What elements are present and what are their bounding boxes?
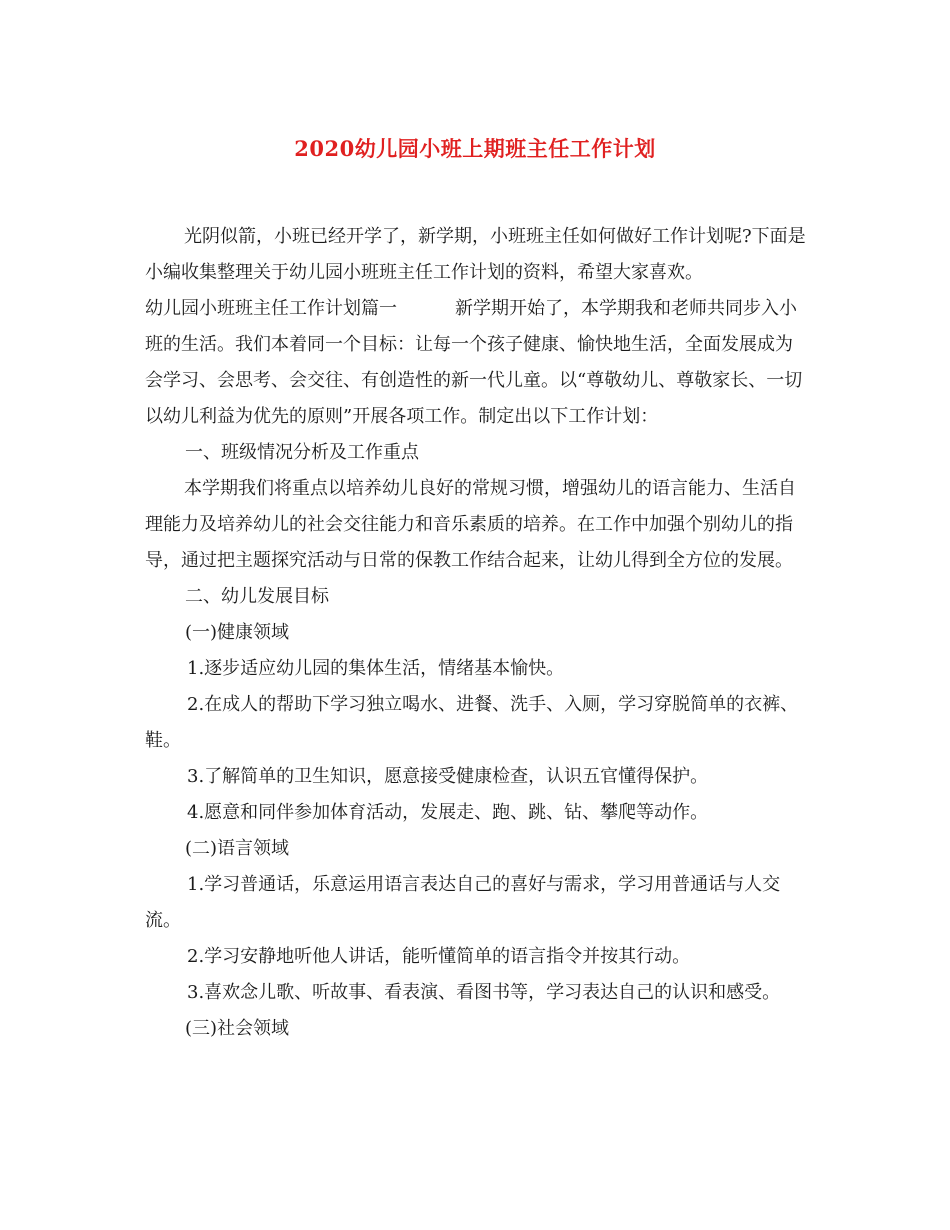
language-heading: (二)语言领域 <box>185 838 290 859</box>
intro-paragraph: 光阴似箭，小班已经开学了，新学期，小班班主任如何做好工作计划呢?下面是小编收集整理关于幼儿园小班班主任工作计划的资料，希望大家喜欢。 <box>145 226 806 283</box>
health-item-1: 1.逐步适应幼儿园的集体生活，情绪基本愉快。 <box>187 658 565 679</box>
section-lead: 新学期开始了，本学期我和老师共同步入小班的生活。我们本着同一个目标：让每一个孩子健康、愉快地生活，全面发展成为会学习、会思考、会交往、有创造性的新一代儿童。以“尊敬幼儿、尊敬家长、一切以幼儿利益为优先的原则”开展各项工作。制定出以下工作计划： <box>145 298 803 427</box>
document-body <box>145 219 810 1047</box>
language-item-2: 2.学习安静地听他人讲话，能听懂简单的语言指令并按其行动。 <box>187 946 691 967</box>
health-item-2: 2.在成人的帮助下学习独立喝水、进餐、洗手、入厕，学习穿脱简单的衣裤、鞋。 <box>145 694 799 751</box>
part1-paragraph: 本学期我们将重点以培养幼儿良好的常规习惯，增强幼儿的语言能力、生活自理能力及培养幼儿的社会交往能力和音乐素质的培养。在工作中加强个别幼儿的指导，通过把主题探究活动与日常的保教工作结合起来，让幼儿得到全方位的发展。 <box>145 478 796 571</box>
health-item-3: 3.了解简单的卫生知识，愿意接受健康检查，认识五官懂得保护。 <box>187 766 709 787</box>
part1-heading: 一、班级情况分析及工作重点 <box>185 442 419 463</box>
language-item-1: 1.学习普通话，乐意运用语言表达自己的喜好与需求，学习用普通话与人交流。 <box>145 874 781 931</box>
part2-heading: 二、幼儿发展目标 <box>185 586 329 607</box>
health-item-4: 4.愿意和同伴参加体育活动，发展走、跑、跳、钻、攀爬等动作。 <box>187 802 709 823</box>
document-title: 2020幼儿园小班上期班主任工作计划 <box>294 136 656 161</box>
section-paragraph <box>145 291 810 435</box>
section-heading: 幼儿园小班班主任工作计划篇一 <box>145 298 397 319</box>
health-heading: (一)健康领域 <box>185 622 290 643</box>
social-heading: (三)社会领域 <box>185 1018 290 1039</box>
language-item-3: 3.喜欢念儿歌、听故事、看表演、看图书等，学习表达自己的认识和感受。 <box>187 982 781 1003</box>
